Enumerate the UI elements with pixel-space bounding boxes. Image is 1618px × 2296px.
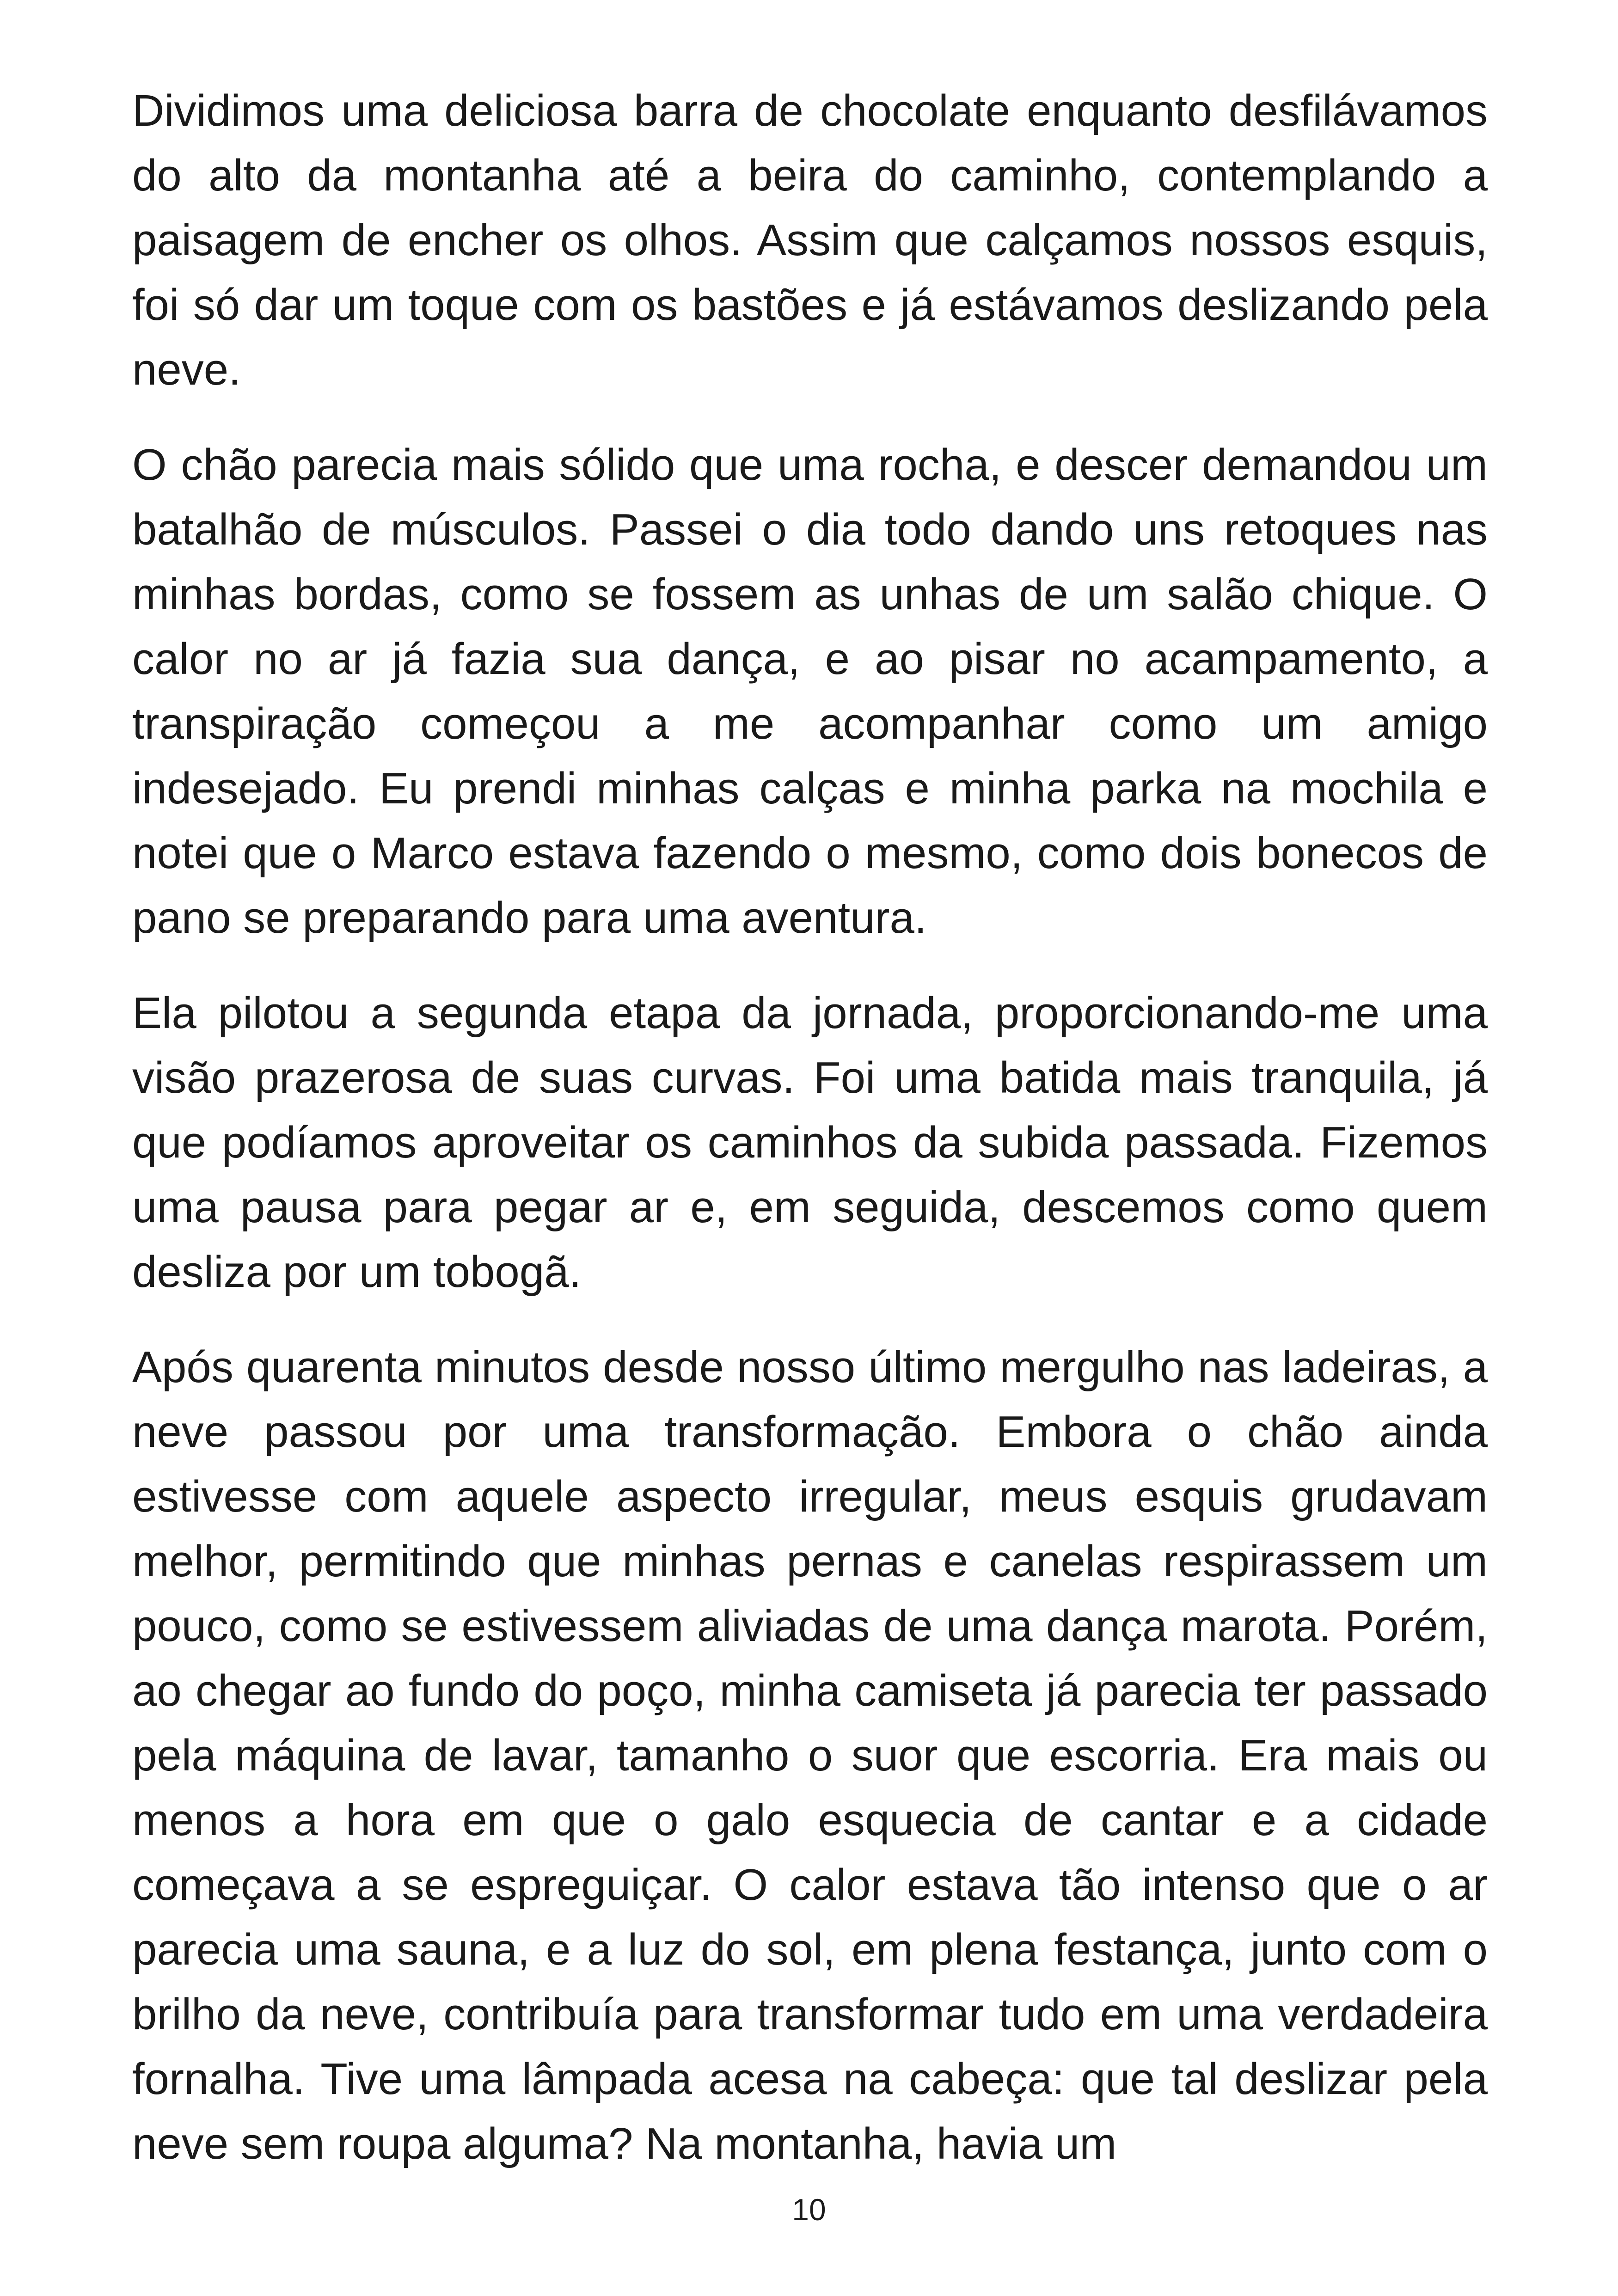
page-number: 10 xyxy=(792,2192,826,2227)
paragraph-2: O chão parecia mais sólido que uma rocha, e descer demandou um batalhão de músculos. Passei o dia todo dando uns retoques nas minhas bordas, como se fossem as unhas de um salão chique. O calor no ar já fazia sua dança, e ao pisar no acampamento, a transpiração começou a me acompanhar como um amigo indesejado. Eu prendi minhas calças e minha parka na mochila e notei que o Marco estava fazendo o mesmo, como dois bonecos de pano se preparando para uma aventura. xyxy=(132,440,1488,943)
body-text xyxy=(132,79,1488,2207)
paragraph-4: Após quarenta minutos desde nosso último mergulho nas ladeiras, a neve passou por uma transformação. Embora o chão ainda estivesse com aquele aspecto irregular, meus esquis grudavam melhor, permitindo que minhas pernas e canelas respirassem um pouco, como se estivessem aliviadas de uma dança marota. Porém, ao chegar ao fundo do poço, minha camiseta já parecia ter passado pela máquina de lavar, tamanho o suor que escorria. Era mais ou menos a hora em que o galo esquecia de cantar e a cidade começava a se espreguiçar. O calor estava tão intenso que o ar parecia uma sauna, e a luz do sol, em plena festança, junto com o brilho da neve, contribuía para transformar tudo em uma verdadeira fornalha. Tive uma lâmpada acesa na cabeça: que tal deslizar pela neve sem roupa alguma? Na montanha, havia um xyxy=(132,1342,1488,2168)
paragraph-3: Ela pilotou a segunda etapa da jornada, proporcionando-me uma visão prazerosa de suas curvas. Foi uma batida mais tranquila, já que podíamos aproveitar os caminhos da subida passada. Fizemos uma pausa para pegar ar e, em seguida, descemos como quem desliza por um tobogã. xyxy=(132,988,1488,1297)
paragraph-1: Dividimos uma deliciosa barra de chocolate enquanto desfilávamos do alto da montanha até a beira do caminho, contemplando a paisagem de encher os olhos. Assim que calçamos nossos esquis, foi só dar um toque com os bastões e já estávamos deslizando pela neve. xyxy=(132,86,1488,394)
